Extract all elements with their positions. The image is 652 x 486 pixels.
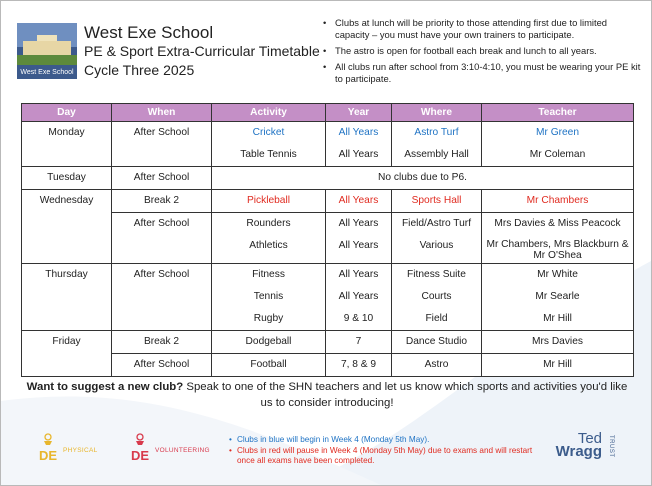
table-row [22,122,634,167]
year-cell: 7, 8 & 9 [326,354,392,377]
svg-text:DE: DE [38,448,58,462]
teacher-cell: Mr Hill [482,354,634,377]
when-cell: Break 2 [112,190,212,213]
header-teacher: Teacher [482,104,634,122]
key-red: • Clubs in red will pause in Week 4 (Monday 5th May) due to exams and will restart once all exams have been completed. [229,446,549,467]
dofe-crest-icon [127,432,153,462]
year-text: All Years [338,127,379,138]
where-text: Assembly Hall [404,149,469,160]
suggest-club-message [21,379,633,411]
year-text: All Years [338,240,379,251]
note-item: • Clubs at lunch will be priority to those attending first due to limited capacity – you must have your own trainers to participate. [323,17,643,41]
activity-cell: Football [212,354,326,377]
where-cell [392,122,482,167]
table-row [22,190,634,213]
trust-logo-line3: TRUST [608,435,614,458]
where-cell [392,213,482,264]
timetable-table [21,103,634,377]
year-text: All Years [338,269,379,280]
where-text: Astro Turf [414,127,459,138]
year-cell [326,264,392,331]
activity-cell: Pickleball [212,190,326,213]
table-row [22,213,634,264]
teacher-text: Mr White [537,269,578,280]
trust-logo-line1: Ted [577,430,602,447]
teacher-text: Mr Green [535,127,580,138]
suggest-heading: Want to suggest a new club? [26,381,184,393]
where-cell [392,264,482,331]
notes-list [323,17,643,89]
when-cell: After School [112,213,212,264]
where-text: Field/Astro Turf [401,218,472,229]
school-logo [17,23,77,79]
activity-cell: Dodgeball [212,331,326,354]
table-row [22,354,634,377]
header-where: Where [392,104,482,122]
day-cell: Thursday [22,264,112,331]
activity-text: Rugby [253,313,284,324]
year-cell [326,122,392,167]
ted-wragg-trust-logo [554,431,614,471]
table-row [22,264,634,331]
school-name: West Exe School [84,23,214,42]
when-cell: After School [112,167,212,190]
where-text: Field [425,313,448,324]
activity-text: Rounders [246,218,291,229]
dofe-physical-label: PHYSICAL [63,447,98,454]
when-cell: After School [112,354,212,377]
teacher-cell [482,264,634,331]
dofe-crest-icon [35,432,61,462]
year-text: All Years [338,149,379,160]
header-day: Day [22,104,112,122]
activity-cell [212,213,326,264]
year-text: All Years [338,218,379,229]
activity-text: Fitness [252,269,285,280]
activity-text: Cricket [252,127,285,138]
teacher-text: Mr Coleman [529,149,586,160]
activity-text: Table Tennis [240,149,297,160]
day-cell: Friday [22,331,112,377]
teacher-cell: Mrs Davies [482,331,634,354]
dofe-volunteering-label: VOLUNTEERING [155,447,210,454]
teacher-text: Mr Hill [543,313,572,324]
table-row [22,331,634,354]
where-cell: Astro [392,354,482,377]
year-cell: All Years [326,190,392,213]
teacher-text: Mr Searle [535,291,580,302]
day-cell: Monday [22,122,112,167]
where-cell: Dance Studio [392,331,482,354]
where-text: Various [419,240,454,251]
teacher-text: Mr Chambers, Mrs Blackburn & Mr O'Shea [486,239,629,261]
header-year: Year [326,104,392,122]
note-item: • The astro is open for football each break and lunch to all years. [323,45,643,57]
teacher-cell [482,122,634,167]
year-text: All Years [338,291,379,302]
when-cell: After School [112,122,212,167]
trust-logo-line2: Wragg [555,443,602,460]
page-subtitle: PE & Sport Extra-Curricular Timetable [84,43,320,59]
year-text: 9 & 10 [343,313,374,324]
table-header-row [22,104,634,122]
where-text: Fitness Suite [407,269,466,280]
svg-text:DE: DE [130,448,150,462]
logo-text: West Exe School [20,69,74,76]
teacher-cell [482,213,634,264]
where-cell: Sports Hall [392,190,482,213]
colour-key [229,435,549,467]
activity-text: Tennis [253,291,284,302]
activity-text: Athletics [249,240,288,251]
when-cell: Break 2 [112,331,212,354]
teacher-cell: Mr Chambers [482,190,634,213]
year-cell: 7 [326,331,392,354]
when-cell: After School [112,264,212,331]
year-cell [326,213,392,264]
header-when: When [112,104,212,122]
activity-cell [212,122,326,167]
cycle-label: Cycle Three 2025 [84,62,195,78]
note-item: • All clubs run after school from 3:10-4:10, you must be wearing your PE kit to participate. [323,61,643,85]
suggest-text: Speak to one of the SHN teachers and let us know which sports and activities you'd like us to consider introducing! [183,381,628,409]
table-row [22,167,634,190]
header-activity: Activity [212,104,326,122]
no-clubs-message: No clubs due to P6. [212,167,634,190]
teacher-text: Mrs Davies & Miss Peacock [494,218,621,229]
where-text: Courts [421,291,452,302]
day-cell: Wednesday [22,190,112,264]
activity-cell [212,264,326,331]
key-blue: • Clubs in blue will begin in Week 4 (Monday 5th May). [229,435,549,446]
day-cell: Tuesday [22,167,112,190]
